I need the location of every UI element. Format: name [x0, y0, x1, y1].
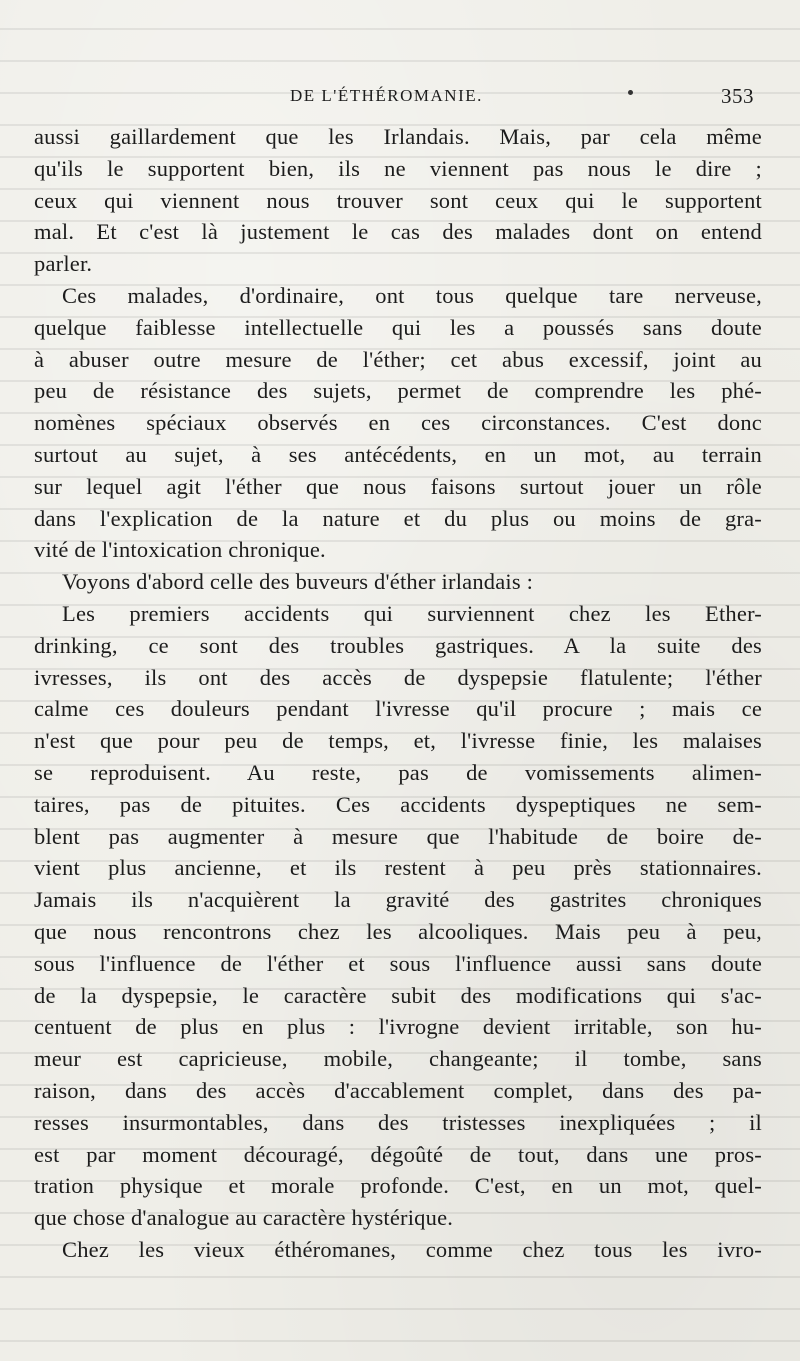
text-line: vient plus ancienne, et ils restent à peu près stationnaires.: [34, 855, 762, 881]
text-line: que nous rencontrons chez les alcooliques. Mais peu à peu,: [34, 918, 762, 944]
text-line: quelque faiblesse intellectuelle qui les a poussés sans doute: [34, 314, 762, 340]
text-line: aussi gaillardement que les Irlandais. Mais, par cela même: [34, 124, 762, 149]
text-line: nomènes spéciaux observés en ces circonstances. C'est donc: [34, 410, 762, 436]
text-line: de la dyspepsie, le caractère subit des modifications qui s'ac-: [34, 982, 762, 1008]
text-line: qu'ils le supportent bien, ils ne viennent pas nous le dire ;: [34, 155, 762, 181]
text-line: ivresses, ils ont des accès de dyspepsie flatulente; l'éther: [34, 664, 762, 690]
text-line: n'est que pour peu de temps, et, l'ivresse finie, les malaises: [34, 728, 762, 754]
text-line: ceux qui viennent nous trouver sont ceux qui le supportent: [34, 187, 762, 213]
ink-dot: [628, 90, 633, 95]
page-number: 353: [721, 84, 754, 108]
text-line: tration physique et morale profonde. C'est, en un mot, quel-: [34, 1173, 762, 1199]
text-line: sur lequel agit l'éther que nous faisons surtout jouer un rôle: [34, 473, 762, 499]
text-line: vité de l'intoxication chronique.: [34, 537, 326, 563]
text-line: dans l'explication de la nature et du plus ou moins de gra-: [34, 505, 762, 531]
text-line: se reproduisent. Au reste, pas de vomissements alimen-: [34, 759, 762, 785]
text-line: Ces malades, d'ordinaire, ont tous quelque tare nerveuse,: [62, 282, 762, 308]
text-line: blent pas augmenter à mesure que l'habitude de boire de-: [34, 823, 762, 849]
running-head: [0, 86, 800, 110]
running-title: DE L'ÉTHÉROMANIE.: [290, 86, 483, 105]
text-line: resses insurmontables, dans des tristesses inexpliquées ; il: [34, 1109, 762, 1135]
text-line: parler.: [34, 251, 93, 277]
text-line: raison, dans des accès d'accablement complet, dans des pa-: [34, 1077, 762, 1103]
text-line: peu de résistance des sujets, permet de comprendre les phé-: [34, 378, 762, 404]
text-line: centuent de plus en plus : l'ivrogne devient irritable, son hu-: [34, 1014, 762, 1040]
text-line: calme ces douleurs pendant l'ivresse qu'il procure ; mais ce: [34, 696, 762, 722]
text-line: Les premiers accidents qui surviennent chez les Ether-: [62, 600, 762, 626]
body-text: [34, 121, 762, 1266]
text-line: Jamais ils n'acquièrent la gravité des gastrites chroniques: [34, 887, 762, 913]
text-line: que chose d'analogue au caractère hystérique.: [34, 1205, 454, 1231]
text-line: drinking, ce sont des troubles gastriques. A la suite des: [34, 632, 762, 658]
text-line: Voyons d'abord celle des buveurs d'éther irlandais :: [62, 569, 534, 595]
text-line: taires, pas de pituites. Ces accidents dyspeptiques ne sem-: [34, 791, 762, 817]
text-line: surtout au sujet, à ses antécédents, en un mot, au terrain: [34, 441, 762, 467]
text-line: sous l'influence de l'éther et sous l'influence aussi sans doute: [34, 950, 762, 976]
text-line: mal. Et c'est là justement le cas des malades dont on entend: [34, 219, 762, 245]
text-line: est par moment découragé, dégoûté de tout, dans une pros-: [34, 1141, 762, 1167]
text-line: Chez les vieux éthéromanes, comme chez tous les ivro-: [62, 1236, 762, 1262]
text-line: meur est capricieuse, mobile, changeante; il tombe, sans: [34, 1046, 762, 1072]
text-line: à abuser outre mesure de l'éther; cet abus excessif, joint au: [34, 346, 762, 372]
